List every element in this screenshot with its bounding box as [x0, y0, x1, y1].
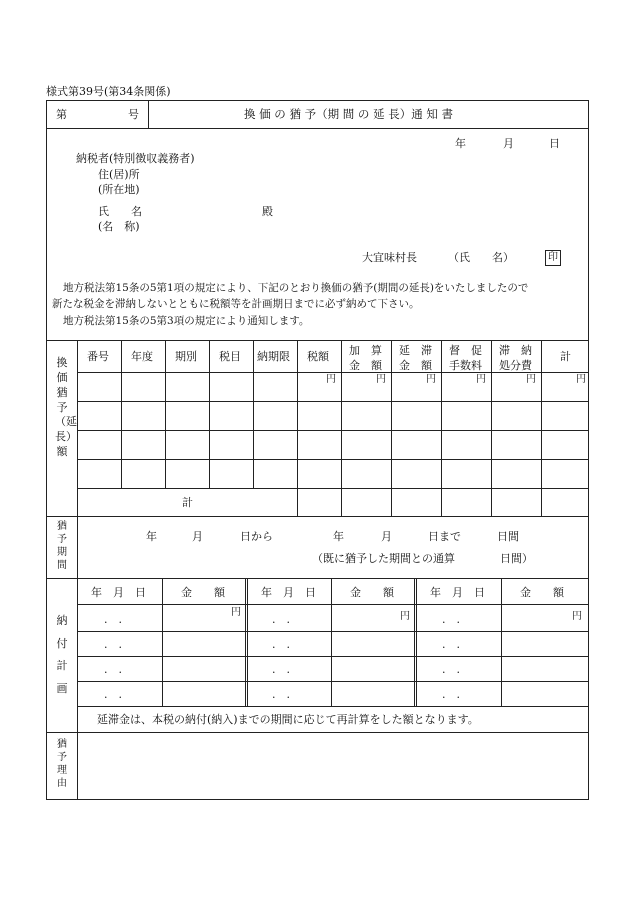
seal-mark: 印 [545, 250, 561, 266]
plan-date-placeholder: . . [272, 613, 290, 626]
plan-date-placeholder: . . [442, 638, 460, 651]
period-from-month: 月 [192, 530, 203, 543]
date-year: 年 [455, 137, 466, 150]
number-prefix: 第 [56, 108, 67, 121]
divider [77, 578, 78, 732]
plan-date-placeholder: . . [442, 663, 460, 676]
period-from-year: 年 [146, 530, 157, 543]
divider [77, 656, 589, 657]
yen-unit: 円 [376, 374, 386, 385]
date-day: 日 [549, 137, 560, 150]
taxpayer-label: 納税者(特別徴収義務者) [76, 152, 195, 165]
name-label: 氏 名 [98, 205, 142, 218]
divider [77, 604, 589, 605]
period-to-day: 日まで [428, 530, 461, 543]
divider [77, 706, 589, 707]
period-from-day: 日から [240, 530, 273, 543]
divider [77, 516, 78, 578]
address-sub-label: (所在地) [98, 183, 140, 196]
divider [162, 578, 163, 706]
yen-unit: 円 [572, 611, 582, 622]
cumulative-note-prefix: （既に猶予した期間との通算 [312, 552, 455, 565]
col-header-number: 番号 [87, 350, 109, 363]
yen-unit: 円 [326, 374, 336, 385]
total-row-label: 計 [182, 496, 193, 509]
col-header-period: 期別 [175, 350, 197, 363]
plan-date-placeholder: . . [104, 613, 122, 626]
divider [245, 578, 248, 706]
col-header-tax-amount: 税額 [307, 350, 329, 363]
col-header-total: 計 [560, 350, 571, 363]
number-suffix: 号 [128, 108, 139, 121]
yen-unit: 円 [476, 374, 486, 385]
plan-date-placeholder: . . [442, 613, 460, 626]
divider [77, 732, 78, 800]
yen-unit: 円 [231, 607, 241, 618]
divider [77, 340, 78, 516]
divider [297, 340, 298, 516]
issuer-title: 大宜味村長 [362, 251, 417, 264]
honorific: 殿 [262, 205, 273, 218]
period-days: 日間 [497, 530, 519, 543]
issuer-name-label: （氏 名） [448, 251, 514, 264]
plan-amount-header: 金 額 [520, 586, 564, 599]
yen-unit: 円 [400, 611, 410, 622]
yen-unit: 円 [576, 374, 586, 385]
divider [77, 681, 589, 682]
col-header-tax-item: 税目 [219, 350, 241, 363]
plan-amount-header: 金 額 [181, 586, 225, 599]
plan-amount-header: 金 額 [350, 586, 394, 599]
document-title: 換 価 の 猶 予（期 間 の 延 長）通 知 書 [244, 107, 454, 121]
divider [77, 401, 589, 402]
delinquency-note: 延滞金は、本税の納付(納入)までの期間に応じて再計算をした額となります。 [97, 713, 479, 726]
col-header-due-date: 納期限 [257, 350, 290, 363]
plan-side-label: 納付計画 [56, 614, 68, 695]
divider [165, 340, 166, 488]
plan-date-placeholder: . . [442, 688, 460, 701]
plan-date-placeholder: . . [272, 638, 290, 651]
col-header-year: 年度 [131, 350, 153, 363]
col-header-delinquency: 延 滞 金 額 [399, 344, 432, 372]
plan-date-placeholder: . . [272, 663, 290, 676]
plan-date-header: 年 月 日 [261, 586, 316, 599]
divider [148, 100, 149, 128]
notice-line-2: 新たな税金を滞納しないとともに税額等を計画期日までに必ず納めて下さい。 [52, 298, 420, 310]
date-month: 月 [503, 137, 514, 150]
divider [391, 340, 392, 516]
divider [77, 631, 589, 632]
divider [331, 578, 332, 706]
address-label: 住(居)所 [98, 168, 140, 181]
divider [541, 340, 542, 516]
col-header-demand-fee: 督 促 手数料 [449, 344, 482, 372]
divider [77, 430, 589, 431]
plan-date-placeholder: . . [104, 688, 122, 701]
period-to-year: 年 [333, 530, 344, 543]
divider [491, 340, 492, 516]
name-sub-label: (名 称) [98, 220, 140, 233]
plan-date-placeholder: . . [104, 638, 122, 651]
period-side-label: 猶予期間 [57, 521, 67, 571]
divider [77, 488, 589, 489]
divider [501, 578, 502, 706]
period-to-month: 月 [381, 530, 392, 543]
divider [46, 732, 589, 733]
notice-line-3: 地方税法第15条の5第3項の規定により通知します。 [63, 315, 310, 327]
divider [46, 516, 589, 517]
divider [121, 340, 122, 488]
form-id: 様式第39号(第34条関係) [46, 85, 171, 98]
divider [209, 340, 210, 488]
divider [253, 340, 254, 488]
plan-date-header: 年 月 日 [91, 586, 146, 599]
divider [414, 578, 417, 706]
yen-unit: 円 [426, 374, 436, 385]
divider [77, 459, 589, 460]
divider [46, 578, 589, 579]
col-header-disposition-cost: 滞 納 処分費 [499, 344, 532, 372]
reason-side-label: 猶予理由 [57, 739, 67, 789]
divider [46, 340, 589, 341]
divider [46, 128, 589, 129]
notice-line-1: 地方税法第15条の5第1項の規定により、下記のとおり換価の猶予(期間の延長)をいたしましたので [63, 282, 529, 294]
plan-date-placeholder: . . [104, 663, 122, 676]
col-header-additional: 加 算 金 額 [349, 344, 382, 372]
cumulative-note-suffix: 日間） [500, 552, 533, 565]
amount-side-label: 換価猶予（延長）額 [55, 356, 77, 459]
plan-date-placeholder: . . [272, 688, 290, 701]
yen-unit: 円 [526, 374, 536, 385]
divider [341, 340, 342, 516]
plan-date-header: 年 月 日 [430, 586, 485, 599]
divider [441, 340, 442, 516]
